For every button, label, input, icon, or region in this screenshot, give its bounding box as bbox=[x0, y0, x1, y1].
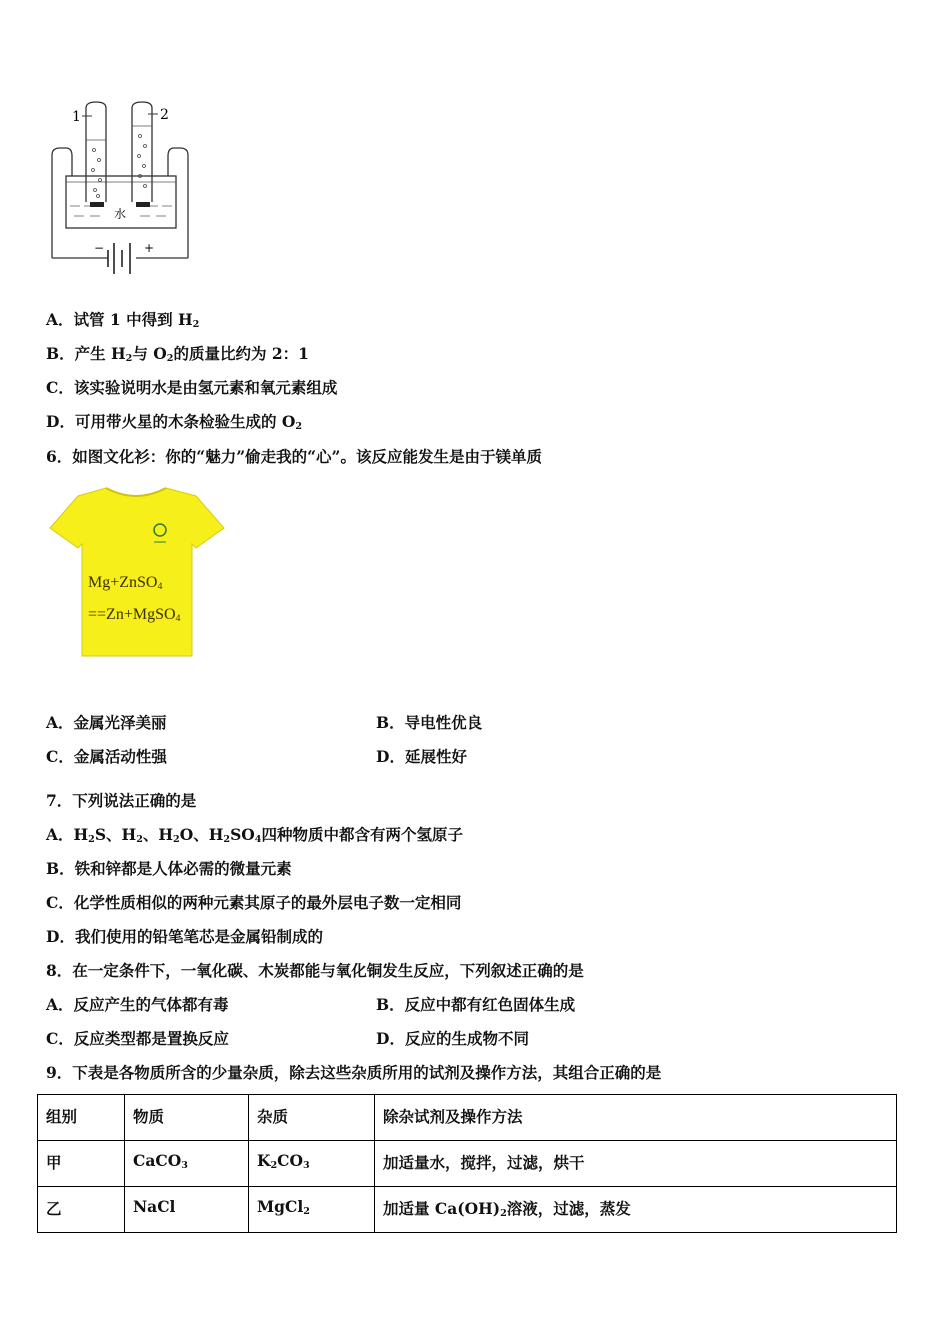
q6-option-c: C．金属活动性强 bbox=[46, 747, 167, 766]
battery-minus: − bbox=[94, 241, 105, 255]
shirt-equation-line-1: Mg+ZnSO$_4$ bbox=[88, 574, 163, 592]
q5-option-a: A．试管 1 中得到 $H_2$ bbox=[46, 310, 200, 330]
shirt-equation-line-2: ==Zn+MgSO$_4$ bbox=[88, 606, 181, 624]
q6-option-b: B．导电性优良 bbox=[376, 713, 483, 732]
table-row bbox=[38, 1187, 897, 1233]
row-group: 甲 bbox=[38, 1141, 125, 1187]
q7-stem: 7．下列说法正确的是 bbox=[46, 791, 197, 810]
impurity-table bbox=[37, 1094, 897, 1233]
row-method: 加适量水，搅拌，过滤，烘干 bbox=[375, 1141, 897, 1187]
q8-option-d: D．反应的生成物不同 bbox=[376, 1029, 529, 1048]
q5-option-c: C．该实验说明水是由氢元素和氧元素组成 bbox=[46, 378, 338, 397]
row-impurity: $K_2CO_3$ bbox=[249, 1141, 375, 1187]
q7-option-d: D．我们使用的铅笔笔芯是金属铅制成的 bbox=[46, 927, 323, 946]
t-shirt-figure bbox=[46, 484, 228, 660]
q8-option-b: B．反应中都有红色固体生成 bbox=[376, 995, 576, 1014]
q7-option-c: C．化学性质相似的两种元素其原子的最外层电子数一定相同 bbox=[46, 893, 462, 912]
table-row bbox=[38, 1141, 897, 1187]
row-impurity: MgCl$_2$ bbox=[249, 1187, 375, 1233]
header-group: 组别 bbox=[38, 1095, 125, 1141]
q8-stem: 8．在一定条件下，一氧化碳、木炭都能与氧化铜发生反应，下列叙述正确的是 bbox=[46, 961, 584, 980]
battery-plus: + bbox=[144, 241, 155, 255]
q9-stem: 9．下表是各物质所含的少量杂质，除去这些杂质所用的试剂及操作方法，其组合正确的是 bbox=[46, 1063, 662, 1082]
q6-option-d: D．延展性好 bbox=[376, 747, 467, 766]
q8-option-c: C．反应类型都是置换反应 bbox=[46, 1029, 229, 1048]
q5-option-b: B．产生 $H_2$与 $O_2$的质量比约为 2：1 bbox=[46, 344, 309, 364]
q7-option-a: A．$H_2S$、$H_2$、$H_2O$、$H_2SO_4$四种物质中都含有两个氢原子 bbox=[46, 825, 463, 845]
row-group: 乙 bbox=[38, 1187, 125, 1233]
header-method: 除杂试剂及操作方法 bbox=[375, 1095, 897, 1141]
tube-1-label: 1 bbox=[72, 109, 81, 125]
header-substance: 物质 bbox=[125, 1095, 249, 1141]
q6-stem: 6．如图文化衫：你的“魅力”偷走我的“心”。该反应能发生是由于镁单质 bbox=[46, 447, 542, 466]
electrolysis-figure bbox=[44, 100, 196, 282]
row-substance: NaCl bbox=[125, 1187, 249, 1233]
q7-option-b: B．铁和锌都是人体必需的微量元素 bbox=[46, 859, 292, 878]
row-substance: CaCO$_3$ bbox=[125, 1141, 249, 1187]
q6-option-a: A．金属光泽美丽 bbox=[46, 713, 167, 732]
table-header-row bbox=[38, 1095, 897, 1141]
tube-2-label: 2 bbox=[160, 107, 169, 123]
water-label: 水 bbox=[114, 207, 127, 221]
q5-option-d: D．可用带火星的木条检验生成的 $O_2$ bbox=[46, 412, 303, 432]
header-impurity: 杂质 bbox=[249, 1095, 375, 1141]
row-method: 加适量 $Ca(OH)_2$溶液，过滤，蒸发 bbox=[375, 1187, 897, 1233]
q8-option-a: A．反应产生的气体都有毒 bbox=[46, 995, 229, 1014]
